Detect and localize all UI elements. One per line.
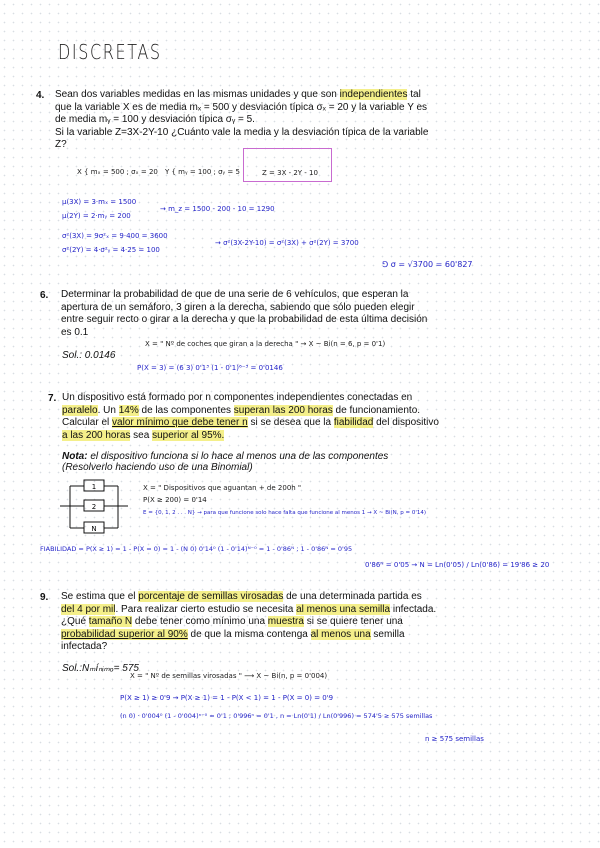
problem-6-solution: Sol.: 0.0146 (62, 350, 116, 361)
problem-7-n-solution: 0'86ᴺ = 0'05 → N = Ln(0'05) / Ln(0'86) = 19'86 ≥ 20 (365, 561, 550, 569)
problem-4-number: 4. (36, 90, 45, 101)
problem-9-final: n ≥ 575 semillas (425, 735, 484, 743)
problem-9-number: 9. (40, 592, 49, 603)
problem-6-probability: P(X = 3) = (6 3) 0'1³ (1 - 0'1)⁶⁻³ = 0'0146 (137, 364, 283, 372)
problem-4-mean-3x: μ(3X) = 3·mₓ = 1500 (62, 198, 137, 206)
component-n-label: N (91, 525, 97, 533)
problem-7-sample-space: E = {0, 1, 2 . . . N} → para que funcione solo hace falta que funcione al menos 1 → X ~ Bi(N, p = 0'14) (143, 510, 427, 516)
problem-7-variable-def: X = " Dispositivos que aguantan + de 200h " (143, 484, 302, 492)
page-title: DISCRETAS (58, 40, 162, 64)
problem-4-z-box (243, 148, 332, 182)
parallel-circuit-diagram (58, 478, 130, 536)
component-1-label: 1 (91, 483, 97, 491)
problem-4-z-def: Z = 3X - 2Y - 10 (262, 169, 318, 177)
problem-7-note: Nota: el dispositivo funciona si lo hace al menos una de las componentes (Resolverlo haciendo uso de una Binomial) (62, 451, 389, 473)
problem-4-var-2y: σ²(2Y) = 4·σ²ᵧ = 4·25 = 100 (62, 246, 160, 254)
problem-4-sigma-z: ⅁ σ = √3700 = 60'827 (382, 260, 473, 269)
problem-9-statement: Se estima que el porcentaje de semillas virosadas de una determinada partida es del 4 por mil. Para realizar cierto estudio se necesita al menos una semilla infectada. ¿Qué tamaño N debe tener como mínimo una muestra si se quiere tener una probabilidad superior al 90% de que la misma contenga al menos una semilla infectada? (61, 591, 437, 652)
problem-9-equation: (n 0) · 0'004⁰ (1 - 0'004)ⁿ⁻⁰ = 0'1 ; 0'996ⁿ = 0'1 , n = Ln(0'1) / Ln(0'996) = 574'5 ≥ 575 semillas (120, 712, 433, 720)
problem-4-x-params: X { mₓ = 500 ; σₓ = 20 (77, 168, 158, 176)
problem-4-y-params: Y { mᵧ = 100 ; σᵧ = 5 (165, 168, 240, 176)
problem-4-mean-z: → m_z = 1500 - 200 - 10 = 1290 (160, 205, 275, 213)
problem-6-variable-def: X = " Nº de coches que giran a la derecha " → X ~ Bi(n = 6, p = 0'1) (145, 340, 386, 348)
problem-7-prob-200h: P(X ≥ 200) = 0'14 (143, 496, 207, 504)
problem-7-statement: Un dispositivo está formado por n componentes independientes conectadas en paralelo. Un 14% de las componentes superan las 200 horas de funcionamiento. Calcular el valor mínimo que debe tener n si se desea que la fiabilidad del dispositivo a las 200 horas sea superior al 95%. (62, 392, 439, 441)
problem-7-reliability: FIABILIDAD = P(X ≥ 1) = 1 - P(X = 0) = 1 - (N 0) 0'14⁰ (1 - 0'14)ᴺ⁻⁰ = 1 - 0'86ᴺ ; 1 - 0'86ᴺ = 0'95 (40, 545, 353, 553)
problem-9-condition: P(X ≥ 1) ≥ 0'9 → P(X ≥ 1) = 1 - P(X < 1) = 1 - P(X = 0) = 0'9 (120, 694, 334, 702)
problem-6-number: 6. (40, 290, 49, 301)
problem-4-var-z: → σ²(3X-2Y-10) = σ²(3X) + σ²(2Y) = 3700 (215, 239, 359, 247)
component-2-label: 2 (91, 503, 97, 511)
problem-7-number: 7. (48, 393, 57, 404)
problem-4-statement: Sean dos variables medidas en las mismas unidades y que son independientes tal que la variable X es de media mₓ = 500 y desviación típica σₓ = 20 y la variable Y es de media mᵧ = 100 y desviación típica σᵧ = 5. Si la variable Z=3X-2Y-10 ¿Cuánto vale la media y la desviación típica de la variable Z? (55, 89, 429, 150)
problem-4-var-3x: σ²(3X) = 9σ²ₓ = 9·400 = 3600 (62, 232, 168, 240)
problem-6-statement: Determinar la probabilidad de que de una serie de 6 vehículos, que esperan la apertura de un semáforo, 3 giren a la derecha, sabiendo que sólo pueden elegir entre seguir recto o girar a la derecha y que la probabilidad de esta última decisión es 0.1 (61, 289, 428, 338)
problem-9-solution: Sol.:Nₘíₙᵢₘₒ= 575 (62, 663, 139, 674)
problem-9-variable-def: X = " Nº de semillas virosadas " ⟶ X ~ Bi(n, p = 0'004) (130, 672, 328, 680)
problem-4-mean-2y: μ(2Y) = 2·mᵧ = 200 (62, 212, 131, 220)
